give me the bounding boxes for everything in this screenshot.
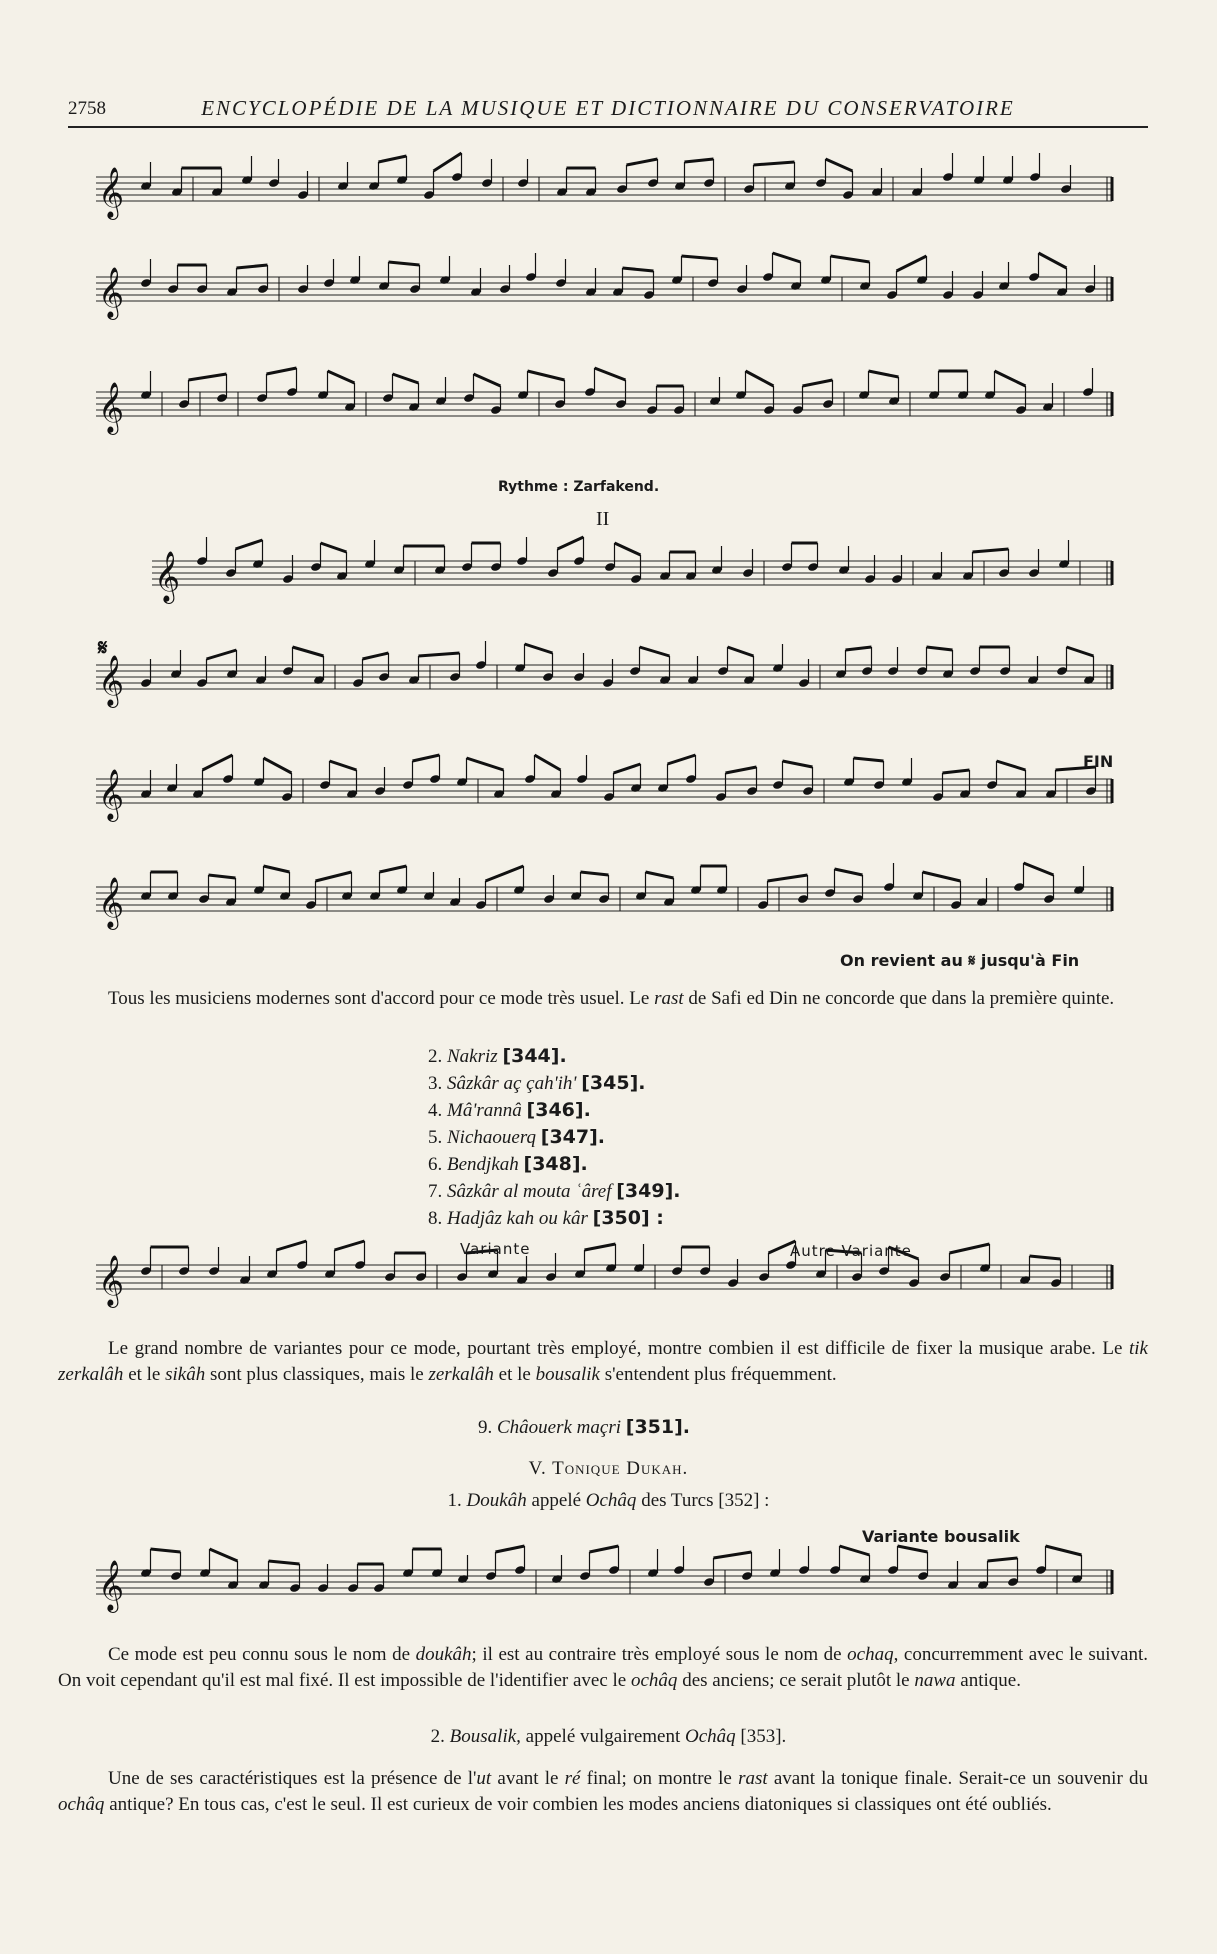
list-item: 5. Nichaouerq [347]. (428, 1126, 606, 1148)
note-beam (668, 755, 696, 764)
note-beam (434, 153, 462, 171)
note-beam (1046, 1546, 1082, 1555)
variante-label: Variante (460, 1240, 531, 1258)
note-beam (835, 869, 863, 875)
note-beam (1039, 253, 1067, 268)
note-beam (528, 371, 565, 380)
note-beam (682, 256, 718, 259)
treble-clef-icon: 𝄞 (98, 877, 125, 928)
note-beam (615, 543, 641, 555)
section-heading: V. Tonique Dukah. (528, 1458, 689, 1479)
treble-clef-icon: 𝄞 (98, 382, 125, 433)
note-beam (535, 755, 561, 770)
note-beam (646, 872, 674, 878)
note-beam (203, 755, 233, 770)
item-1-doukah: 1. Doukâh appelé Ochâq des Turcs [352] : (447, 1490, 770, 1511)
note-beam (335, 1241, 365, 1250)
note-beam (988, 1558, 1018, 1561)
list-item: 4. Mâ'rannâ [346]. (428, 1099, 591, 1121)
note-beam (151, 1549, 181, 1552)
treble-clef-icon: 𝄞 (98, 167, 125, 218)
running-title: ENCYCLOPÉDIE DE LA MUSIQUE ET DICTIONNAIRE DU CONSERVATOIRE (201, 96, 1015, 120)
note-beam (413, 755, 440, 761)
rhythm-caption: Rythme : Zarfakend. (498, 479, 660, 495)
note-beam (486, 866, 524, 881)
note-beam (207, 650, 237, 659)
note-beam (943, 770, 970, 773)
note-beam (264, 866, 290, 872)
note-beam (746, 371, 774, 386)
note-beam (380, 866, 407, 872)
note-beam (927, 647, 953, 650)
note-beam (714, 1552, 752, 1558)
note-beam (803, 380, 833, 386)
note-beam (210, 1549, 238, 1561)
note-beam (869, 371, 899, 377)
note-beam (997, 761, 1026, 770)
note-beam (728, 647, 754, 656)
note-beam (525, 644, 553, 653)
treble-clef-icon: 𝄞 (98, 769, 125, 820)
note-beam (293, 647, 324, 656)
note-beam (627, 159, 658, 165)
treble-clef-icon: 𝄞 (98, 1255, 125, 1306)
segno-icon: 𝄋 (98, 636, 108, 661)
note-beam (189, 374, 227, 380)
note-beam (1024, 863, 1054, 875)
note-beam (831, 256, 870, 262)
note-beam (1030, 1256, 1061, 1259)
list-item: 6. Bendjkah [348]. (428, 1153, 588, 1175)
item-9: 9. Châouerk maçri [351]. (478, 1416, 691, 1438)
note-beam (467, 758, 504, 770)
section-number: II (596, 508, 610, 530)
treble-clef-icon: 𝄞 (154, 551, 181, 602)
note-beam (419, 653, 460, 656)
note-beam (321, 543, 347, 552)
note-beam (995, 371, 1026, 386)
note-beam (585, 1244, 616, 1250)
note-beam (685, 159, 714, 162)
note-beam (614, 764, 641, 773)
list-item: 2. Nakriz [344]. (428, 1045, 567, 1067)
note-beam (316, 872, 352, 881)
item-2-bousalik: 2. Bousalik, appelé vulgairement Ochâq [353]. (430, 1726, 787, 1747)
note-beam (1067, 647, 1094, 656)
note-beam (840, 1546, 870, 1555)
fin-label: FIN (1083, 752, 1114, 771)
note-beam (854, 758, 884, 761)
note-beam (581, 872, 609, 875)
mode-list (428, 1043, 680, 1232)
paragraph-4: Une de ses caractéristiques est la présence de l'ut avant le ré final; on montre le rast avant la tonique finale. Serait-ce un souvenir du ochâq antique? En tous cas, c'est le seul. Il est curieux de voir combien les modes anciens diatoniques si classiques ont été oubliés. (58, 1768, 1148, 1815)
paragraph-1: Tous les musiciens modernes sont d'accord pour ce mode très usuel. Le rast de Safi ed Din ne concorde que dans la première quinte. (108, 988, 1115, 1009)
note-beam (267, 368, 297, 374)
return-instruction: On revient au 𝄋 jusqu'à Fin (840, 951, 1080, 970)
note-beam (236, 540, 263, 549)
note-beam (277, 1241, 307, 1250)
page-number: 2758 (68, 98, 106, 119)
note-beam (768, 875, 808, 881)
list-item: 7. Sâzkâr al mouta ʿâref [349]. (428, 1180, 681, 1202)
note-beam (897, 256, 927, 271)
note-beam (640, 647, 670, 656)
note-beam (846, 647, 872, 650)
treble-clef-icon: 𝄞 (98, 655, 125, 706)
note-beam (237, 265, 268, 268)
autre-variante-label: Autre Variante (790, 1242, 912, 1260)
note-beam (590, 1546, 619, 1552)
note-beam (826, 159, 853, 171)
note-beam (950, 1244, 990, 1253)
note-beam (363, 653, 389, 659)
paragraph-2: Le grand nombre de variantes pour ce mode, pourtant très employé, montre combien il est difficile de fixer la musique arabe. Le tik zerkalâh et le sikâh sont plus classiques, mais le zerkalâh et le bousalik s'entendent plus fréquemment. (58, 1338, 1148, 1385)
note-beam (595, 368, 626, 380)
paragraph-3: Ce mode est peu connu sous le nom de doukâh; il est au contraire très employé sous le nom de ochaq, concurremment avec le suivant. On voit cependant qu'il est mal fixé. Il est impossible de l'identifier avec le ochâq des anciens; ce serait plutôt le nawa antique. (58, 1644, 1148, 1691)
list-item: 3. Sâzkâr aç çah'ih' [345]. (428, 1072, 646, 1094)
variante-bousalik-label: Variante bousalik (862, 1527, 1020, 1546)
note-beam (973, 549, 1009, 552)
note-beam (558, 537, 584, 549)
note-beam (393, 374, 419, 383)
note-beam (726, 767, 757, 773)
note-beam (209, 875, 236, 878)
note-beam (496, 1546, 525, 1552)
note-beam (783, 761, 813, 767)
note-beam (264, 758, 292, 773)
note-beam (328, 371, 355, 383)
treble-clef-icon: 𝄞 (98, 267, 125, 318)
note-beam (269, 1561, 300, 1564)
note-beam (379, 156, 407, 162)
note-beam (773, 253, 801, 262)
note-beam (623, 268, 654, 271)
note-beam (474, 374, 501, 386)
note-beam (330, 761, 357, 770)
list-item: 8. Hadjâz kah ou kâr [350] : (428, 1207, 664, 1229)
note-beam (754, 162, 795, 165)
note-beam (923, 872, 961, 881)
treble-clef-icon: 𝄞 (98, 1560, 125, 1611)
note-beam (389, 262, 420, 265)
note-beam (898, 1546, 928, 1552)
